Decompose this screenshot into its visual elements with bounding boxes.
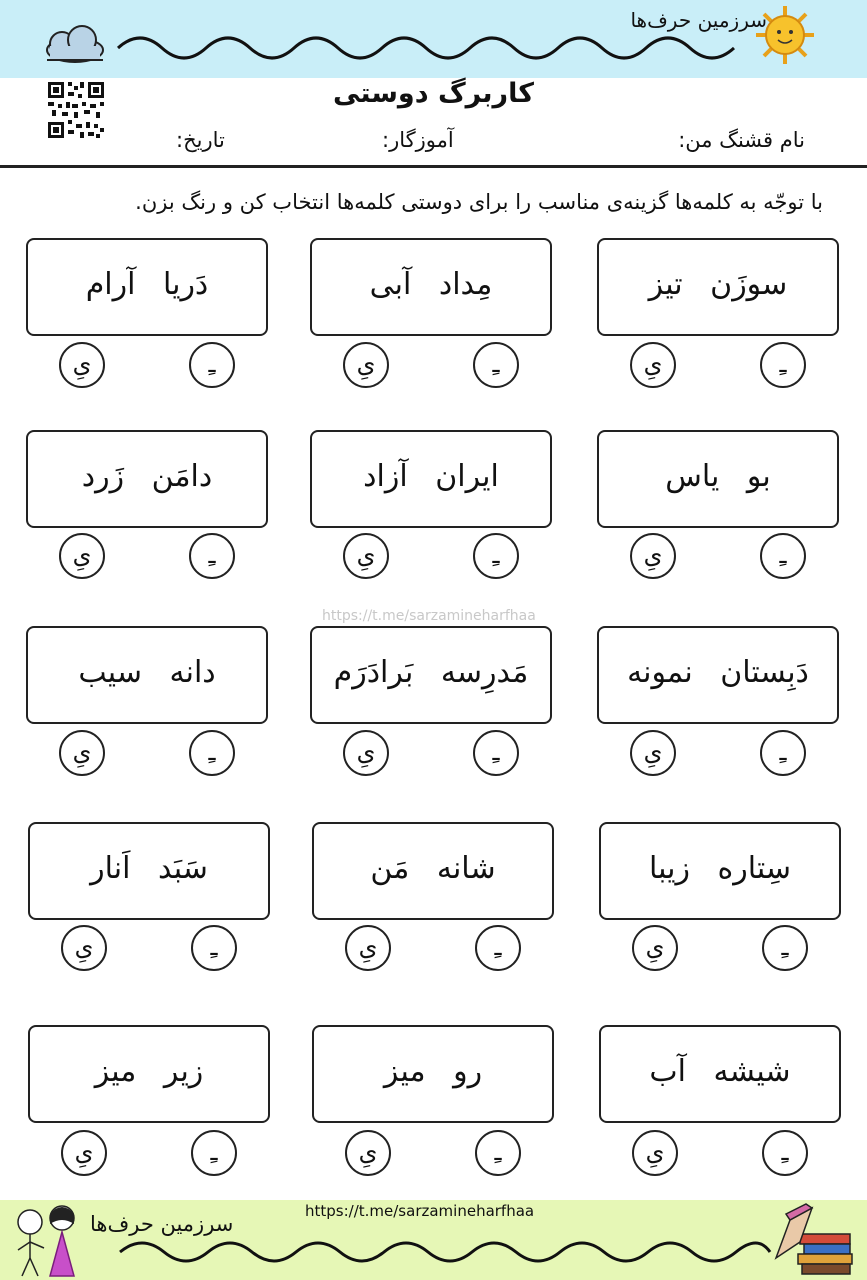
option-kasre[interactable]: ـِ (189, 533, 235, 579)
option-ye[interactable]: یِ (630, 730, 676, 776)
option-ye[interactable]: یِ (61, 1130, 107, 1176)
option-ye[interactable]: یِ (630, 342, 676, 388)
option-kasre[interactable]: ـِ (191, 925, 237, 971)
word-card (597, 430, 839, 528)
word-pair: سوزَن تیز (648, 267, 788, 302)
option-kasre[interactable]: ـِ (473, 730, 519, 776)
option-ye[interactable]: یِ (61, 925, 107, 971)
option-kasre[interactable]: ـِ (760, 533, 806, 579)
option-ye[interactable]: یِ (59, 533, 105, 579)
option-ye[interactable]: یِ (632, 925, 678, 971)
option-kasre[interactable]: ـِ (762, 925, 808, 971)
word-pair: مَدرِسه بَرادَرَم (333, 655, 529, 690)
word-pair: رو میز (383, 1054, 483, 1089)
name-label: نام قشنگ من: (678, 128, 805, 152)
option-kasre[interactable]: ـِ (762, 1130, 808, 1176)
option-ye[interactable]: یِ (343, 342, 389, 388)
option-ye[interactable]: یِ (343, 533, 389, 579)
word-pair: ایران آزاد (363, 459, 499, 494)
word-card (599, 1025, 841, 1123)
teacher-label: آموزگار: (382, 128, 454, 152)
worksheet-title: کاربرگ دوستی (333, 78, 534, 109)
option-ye[interactable]: یِ (632, 1130, 678, 1176)
word-card (28, 822, 270, 920)
brand-title: سرزمین حرف‌ها (630, 8, 767, 32)
option-ye[interactable]: یِ (343, 730, 389, 776)
word-card (312, 822, 554, 920)
option-kasre[interactable]: ـِ (475, 925, 521, 971)
word-card (312, 1025, 554, 1123)
word-card (26, 626, 268, 724)
option-kasre[interactable]: ـِ (191, 1130, 237, 1176)
word-pair: زیر میز (94, 1054, 204, 1089)
word-pair: شیشه آب (649, 1054, 791, 1089)
option-kasre[interactable]: ـِ (189, 730, 235, 776)
word-pair: دَبِستان نمونه (627, 655, 809, 690)
word-card (26, 238, 268, 336)
footer-url[interactable]: https://t.me/sarzamineharfhaa (305, 1202, 535, 1220)
option-ye[interactable]: یِ (345, 1130, 391, 1176)
word-pair: شانه مَن (370, 851, 496, 886)
word-pair: بو یاس (665, 459, 771, 494)
word-card (26, 430, 268, 528)
option-kasre[interactable]: ـِ (760, 342, 806, 388)
word-pair: دامَن زَرد (81, 459, 213, 494)
option-ye[interactable]: یِ (59, 342, 105, 388)
watermark: https://t.me/sarzamineharfhaa (322, 608, 536, 624)
date-label: تاریخ: (176, 128, 225, 152)
footer-brand: سرزمین حرف‌ها (90, 1212, 234, 1236)
books-pencil-icon (776, 1204, 852, 1274)
word-card (597, 626, 839, 724)
cloud-icon (47, 26, 103, 62)
option-kasre[interactable]: ـِ (760, 730, 806, 776)
option-kasre[interactable]: ـِ (189, 342, 235, 388)
option-kasre[interactable]: ـِ (473, 533, 519, 579)
word-pair: مِداد آبی (369, 267, 493, 302)
word-card (597, 238, 839, 336)
word-card (310, 238, 552, 336)
header-divider (0, 165, 867, 168)
word-pair: سَبَد اَنار (90, 851, 208, 886)
word-pair: دَریا آرام (85, 267, 209, 302)
word-pair: دانه سیب (78, 655, 216, 690)
word-card (28, 1025, 270, 1123)
option-kasre[interactable]: ـِ (473, 342, 519, 388)
word-pair: سِتاره زیبا (648, 851, 792, 886)
word-card (599, 822, 841, 920)
option-ye[interactable]: یِ (345, 925, 391, 971)
option-ye[interactable]: یِ (630, 533, 676, 579)
instruction-text: با توجّه به کلمه‌ها گزینه‌ی مناسب را برای دوستی کلمه‌ها انتخاب کن و رنگ بزن. (135, 190, 823, 214)
word-card (310, 430, 552, 528)
option-ye[interactable]: یِ (59, 730, 105, 776)
children-icon (18, 1206, 74, 1276)
word-card (310, 626, 552, 724)
option-kasre[interactable]: ـِ (475, 1130, 521, 1176)
header-band (0, 0, 867, 78)
